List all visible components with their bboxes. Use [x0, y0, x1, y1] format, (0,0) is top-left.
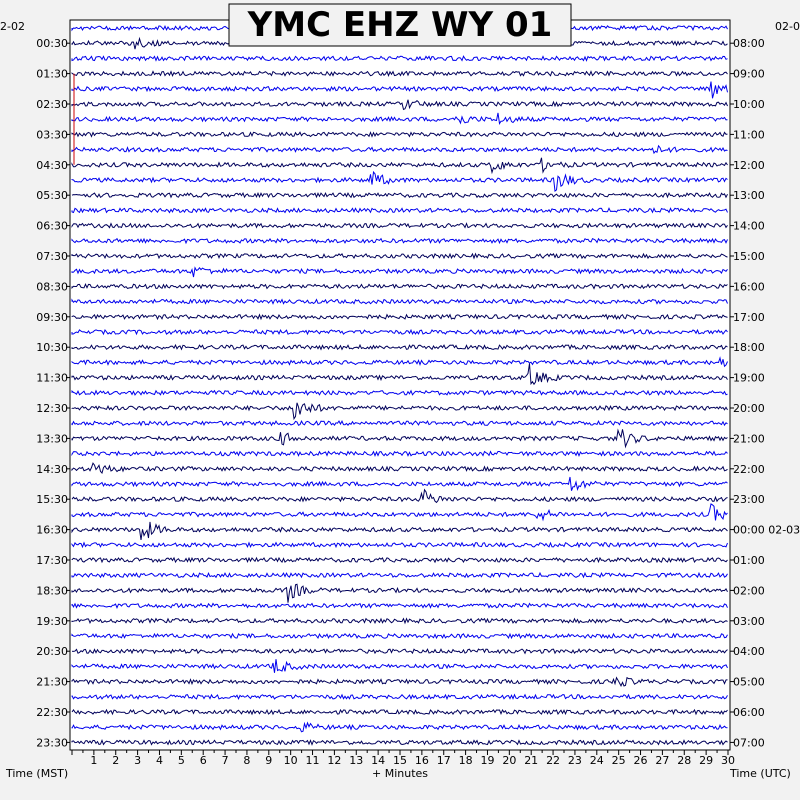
- right-time-label: 04:00: [733, 645, 765, 659]
- x-tick-label: 9: [265, 754, 273, 767]
- left-time-label: 03:30: [36, 128, 68, 142]
- left-time-label: 10:30: [36, 341, 68, 355]
- right-time-label: 19:00: [733, 371, 765, 385]
- x-tick-label: 15: [393, 754, 407, 767]
- right-time-label: 03:00: [733, 614, 765, 628]
- left-time-label: 19:30: [36, 614, 68, 628]
- x-tick-label: 21: [524, 754, 539, 767]
- left-time-label: 22:30: [36, 706, 68, 719]
- right-time-label: 07:00: [733, 736, 765, 750]
- x-tick-label: 11: [305, 754, 320, 767]
- right-time-label: 15:00: [733, 250, 765, 263]
- x-tick-label: 3: [134, 754, 142, 767]
- left-time-label: 15:30: [36, 493, 68, 507]
- left-time-label: 09:30: [36, 310, 68, 324]
- left-time-label: 20:30: [36, 645, 68, 659]
- x-tick-label: 27: [655, 754, 670, 767]
- left-time-labels: [36, 37, 70, 749]
- right-time-label: 17:00: [733, 310, 765, 324]
- x-tick-label: 23: [567, 754, 582, 767]
- right-time-label: 06:00: [733, 706, 765, 719]
- x-tick-label: 5: [177, 754, 185, 767]
- left-time-label: 14:30: [36, 462, 68, 476]
- x-tick-label: 6: [199, 754, 207, 767]
- plot-background: [70, 20, 730, 750]
- x-tick-label: 8: [243, 754, 251, 767]
- x-tick-label: 12: [327, 754, 342, 767]
- x-tick-label: 4: [155, 754, 163, 767]
- right-time-label: 08:00: [733, 37, 765, 51]
- x-tick-label: 16: [414, 754, 429, 767]
- x-tick-label: 1: [90, 754, 98, 767]
- x-tick-label: 17: [436, 754, 451, 767]
- title-box: [229, 4, 571, 46]
- date-left: 2-02: [0, 20, 25, 33]
- date-right: 02-0: [775, 20, 800, 33]
- left-time-label: 05:30: [36, 189, 68, 203]
- x-tick-label: 7: [221, 754, 229, 767]
- left-time-label: 16:30: [36, 523, 68, 537]
- left-time-label: 18:30: [36, 584, 68, 598]
- left-time-label: 12:30: [36, 402, 68, 415]
- x-tick-label: 14: [371, 754, 386, 767]
- right-time-label: 16:00: [733, 280, 765, 294]
- right-time-label: 13:00: [733, 189, 765, 203]
- x-tick-label: 30: [721, 754, 735, 767]
- x-axis-title: + Minutes: [371, 767, 429, 780]
- chart-title: YMC EHZ WY 01: [247, 5, 553, 45]
- x-tick-label: 24: [589, 754, 604, 767]
- right-time-label: 23:00: [733, 493, 765, 507]
- x-tick-group: [72, 750, 735, 767]
- x-tick-label: 29: [699, 754, 714, 767]
- right-time-label: 12:00: [733, 158, 765, 172]
- right-time-label: 05:00: [733, 675, 765, 689]
- left-time-label: 17:30: [36, 554, 68, 567]
- right-time-label: 20:00: [733, 402, 765, 415]
- right-time-label: 09:00: [733, 67, 765, 81]
- left-time-label: 08:30: [36, 280, 68, 294]
- x-tick-label: 22: [546, 754, 561, 767]
- left-time-label: 01:30: [36, 67, 68, 81]
- x-tick-label: 13: [349, 754, 364, 767]
- right-time-label: 02:00: [733, 584, 765, 598]
- x-tick-label: 26: [633, 754, 648, 767]
- left-time-label: 00:30: [36, 37, 68, 51]
- left-time-label: 07:30: [36, 250, 68, 263]
- right-time-label: 10:00: [733, 98, 765, 111]
- x-tick-label: 2: [112, 754, 120, 767]
- right-time-label: 18:00: [733, 341, 765, 355]
- left-axis-title: Time (MST): [6, 767, 69, 780]
- x-tick-label: 20: [502, 754, 517, 767]
- left-time-label: 11:30: [36, 371, 68, 385]
- left-time-label: 21:30: [36, 675, 68, 689]
- left-time-label: 13:30: [36, 432, 68, 446]
- right-time-labels: [730, 37, 800, 749]
- left-time-label: 06:30: [36, 219, 68, 233]
- right-time-label: 00:00 02-03: [733, 523, 800, 537]
- right-time-label: 21:00: [733, 432, 765, 446]
- x-tick-label: 18: [458, 754, 473, 767]
- right-time-label: 22:00: [733, 462, 765, 476]
- x-tick-label: 10: [283, 754, 298, 767]
- left-time-label: 23:30: [36, 736, 68, 750]
- x-tick-label: 28: [677, 754, 692, 767]
- right-time-label: 11:00: [733, 128, 765, 142]
- right-time-label: 14:00: [733, 219, 765, 233]
- right-axis-title: Time (UTC): [730, 767, 791, 780]
- left-time-label: 02:30: [36, 98, 68, 111]
- right-time-label: 01:00: [733, 554, 765, 567]
- x-tick-label: 19: [480, 754, 495, 767]
- left-time-label: 04:30: [36, 158, 68, 172]
- x-tick-label: 25: [611, 754, 626, 767]
